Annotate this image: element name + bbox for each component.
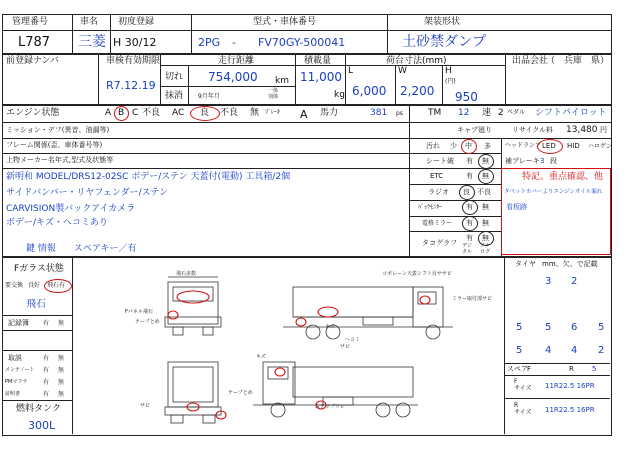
fuel-value: 300L [28, 419, 56, 432]
shaken-label: 車検有効期限 [106, 56, 161, 66]
kasou: 土砂禁ダンプ [402, 34, 487, 50]
tm-unit: 速 [482, 108, 492, 118]
mae-toroku-label: 前登録ナンバ [6, 56, 59, 66]
torisetsu-label: 取説 [8, 354, 22, 362]
mente-mu: 無 [58, 367, 65, 374]
tokki-line1: タペットカバーよりエンジンオイル漏れ [504, 189, 603, 195]
pm-label: PMマフラ [5, 379, 28, 385]
shomei-mu: 無 [58, 391, 65, 398]
glass-yokoukan: 要交換 [5, 282, 24, 289]
fuel-title: 燃料タンク [16, 404, 61, 414]
uwamono-line4: ボデー/キズ・ヘコミあり [6, 218, 108, 228]
H-unit: (円) [445, 78, 456, 85]
f-size-label: F サイズ [514, 378, 532, 393]
engine-grade-circle [114, 106, 129, 121]
kanri-bango-label: 管理番号 [12, 17, 49, 27]
shamei-label: 車名 [80, 17, 99, 27]
kasou-label: 架装形状 [424, 17, 461, 27]
etc-label: ETC [430, 172, 444, 180]
ac-mu: 無 [250, 108, 260, 118]
dg-step: ステップワレ [315, 404, 345, 410]
tire-r2-a: 5 [516, 322, 523, 333]
ac-circle [190, 106, 220, 121]
uwamono-label: 上物メーカー名年式,型式及状態等 [6, 156, 114, 164]
sheet-label: シート破 [426, 157, 454, 165]
kirokubo-mu: 無 [58, 320, 65, 327]
katashiki-label: 型式・車体番号 [253, 17, 317, 27]
glass-ryoko: 良好 [28, 282, 41, 289]
shomei-yu: 有 [43, 391, 50, 398]
tacho-label: タコグラフ [422, 239, 457, 247]
spare-f: F [527, 365, 532, 373]
kanri-bango: L787 [18, 35, 51, 50]
tacho-digital: デジ タル [462, 243, 473, 255]
tire-r2-b: 5 [545, 322, 552, 333]
uwamono-line3: CARVISION製バックアイカメラ [6, 204, 136, 214]
engine-grade-c: C [132, 108, 139, 118]
L-value: 6,000 [352, 84, 387, 98]
shodo-touroku: H 30/12 [113, 36, 157, 49]
front-view [165, 277, 221, 335]
spare-r: R [569, 365, 574, 373]
katashiki: 2PG [198, 36, 221, 49]
shuppin: （ 兵庫 県） [546, 56, 610, 66]
glass-circle [44, 279, 72, 293]
hojo-brake-label: 補ブレーキ [505, 157, 540, 165]
engine-grade-furyo: 不良 [142, 108, 161, 118]
tire-r3-c: 4 [571, 345, 578, 356]
kire-label: 切れ [165, 72, 184, 82]
sekisai-unit: kg [334, 90, 345, 100]
r-size: 11R22.5 16PR [545, 406, 595, 414]
torisetsu-yu: 有 [43, 355, 50, 362]
bariki-label: 馬力 [320, 108, 339, 118]
ac-furyo: 不良 [220, 108, 239, 118]
pm-yu: 有 [43, 379, 50, 386]
denkei-label: 電格ミラー [422, 220, 453, 227]
soko: 754,000 [208, 70, 258, 84]
brake-value: A [300, 108, 308, 121]
mission-label: ミッション・デフ(異音、油漏等) [6, 126, 110, 134]
radio-furyo: 不良 [477, 188, 491, 196]
tire-r2-c: 6 [571, 322, 578, 333]
massho-label: 抹消 [165, 91, 184, 101]
recycle-value: 13,480 [566, 125, 598, 135]
W-label: W [398, 66, 407, 76]
tokki-line2: 看板跡 [506, 203, 527, 211]
bariki-unit: ps [396, 110, 403, 117]
back-monitor-yu: 有 [466, 203, 473, 211]
rear-view [165, 362, 221, 423]
dg-f-panel: Fパネル飛石 [125, 309, 153, 315]
dg-sabi2: サビ [140, 403, 151, 409]
ittai-label: 一体 別体 [268, 88, 279, 100]
L-label: L [348, 66, 354, 76]
yogore-chu: 中 [465, 142, 472, 150]
pedal-label: ペダル [507, 109, 526, 116]
engine-grade-b: B [118, 108, 125, 118]
mente-yu: 有 [43, 367, 50, 374]
pedal-type: シフトパイロット [535, 108, 607, 118]
glass-title: Fガラス状態 [14, 264, 64, 274]
dg-kizu2: キズ [256, 354, 266, 360]
headlight-led: LED [542, 142, 556, 150]
radio-circle [459, 185, 475, 200]
sheet-mu: 無 [482, 157, 489, 165]
denkei-circle [462, 216, 478, 231]
shodo-touroku-label: 初度登録 [118, 17, 155, 27]
recycle-label: リサイクル料 [512, 126, 554, 134]
tacho-mu: 無 [482, 234, 489, 242]
denkei-mu: 無 [482, 219, 489, 227]
uwamono-line2: サイドバンパー・リヤフェンダー/ステン [6, 188, 168, 198]
tire-r3-a: 5 [516, 345, 523, 356]
etc-yu: 有 [466, 172, 473, 180]
headlight-hid: HID [567, 142, 580, 150]
sheet-circle [478, 154, 494, 169]
tacho-yu: 有 [466, 234, 473, 242]
brake-label: ﾌﾞﾚｰｷ [265, 109, 281, 116]
ac-label: AC [172, 108, 185, 118]
etc-mu: 無 [482, 172, 489, 180]
engine-label: エンジン状態 [6, 108, 60, 118]
shuppin-label: 出品会社 [512, 56, 549, 66]
H-label: H [445, 66, 452, 76]
tire-r1-b: 2 [571, 276, 578, 287]
back-monitor-mu: 無 [482, 203, 489, 211]
frame-label: フレーム関係(歪、車体番号等) [6, 141, 103, 149]
shamei: 三菱 [78, 34, 106, 50]
torisetsu-mu: 無 [58, 355, 65, 362]
side-view-top [283, 287, 453, 339]
tire-r3-d: 2 [598, 345, 605, 356]
sekisai-label: 積載量 [304, 56, 332, 66]
hojo-brake-unit: 段 [550, 157, 557, 165]
spare-r-value: 5 [592, 365, 597, 373]
yogore-circle [461, 139, 477, 154]
sekisai: 11,000 [300, 70, 342, 84]
denkei-yu: 有 [466, 219, 473, 227]
r-size-label: R サイズ [514, 402, 532, 417]
H-value: 950 [455, 90, 478, 104]
shaken: R7.12.19 [106, 79, 156, 92]
yogore-sho: 少 [450, 142, 457, 150]
engine-grade-a: A [105, 108, 112, 118]
ac-ryo: 良 [200, 108, 210, 118]
tacho-analog: アナ ログ [480, 243, 491, 255]
cab-label: キャブ廻り [457, 126, 492, 134]
tm-label: TM [428, 108, 442, 118]
tire-r3-b: 4 [545, 345, 552, 356]
tire-title: タイヤ [515, 260, 536, 268]
radio-label: ラジオ [428, 188, 449, 196]
back-monitor-circle [462, 200, 478, 215]
tire-r1-a: 3 [545, 276, 552, 287]
massho-value: 9月年月 [198, 93, 220, 100]
tire-note: mm、欠、で記載 [542, 260, 598, 268]
headlight-circle [537, 139, 563, 154]
dg-corporate: コボレーン天蓋シフト目ササビ [382, 271, 452, 277]
soko-label: 走行距離 [218, 56, 255, 66]
headlight-halogen: ハロゲン [588, 143, 612, 150]
recycle-unit: 円 [600, 126, 607, 134]
W-value: 2,200 [400, 84, 435, 98]
dg-tape2: テープとめ [228, 390, 253, 396]
mente-label: メンテノート [5, 367, 35, 373]
pedal-count: 2 [498, 108, 504, 118]
dg-sabi1: サビ [340, 344, 351, 350]
kirokubo-label: 記録簿 [8, 319, 29, 327]
nidai-label: 荷台寸法(mm) [386, 56, 447, 66]
pm-mu: 無 [58, 379, 65, 386]
headlight-label: ヘッドランプ [505, 142, 542, 149]
dg-hiseki-ta: 飛石多数 [176, 271, 197, 277]
hojo-brake-value: 3 [540, 157, 545, 165]
key-info: 鍵 情報 スペアキー／有 [26, 244, 137, 254]
yogore-label: 汚れ [426, 142, 440, 150]
etc-circle [478, 169, 494, 184]
f-size: 11R22.5 16PR [545, 382, 595, 390]
dg-tape1: テープとめ [135, 319, 160, 325]
back-monitor-label: ﾊﾞｯｸﾓﾆﾀｰ [418, 204, 443, 211]
shatai-bango: FV70GY-500041 [258, 36, 346, 49]
dg-mirror: ミラー取付部サビ [452, 296, 493, 302]
tm-value: 12 [458, 108, 470, 118]
radio-ryo: 良 [463, 188, 470, 196]
hiseki: 飛石 [26, 299, 46, 310]
yogore-ta: 多 [484, 142, 491, 150]
uwamono-line1: 新明和 MODEL/DRS12-02SC ボデー/ステン 天蓋付(電動) 工具箱/2個 [6, 172, 291, 182]
glass-hiseki-ari: 飛石有 [47, 282, 66, 289]
tokki-title: 特記、重点確認、他 [522, 172, 604, 182]
katashiki-sep: - [232, 36, 236, 49]
tire-r2-d: 5 [598, 322, 605, 333]
bariki-value: 381 [370, 108, 388, 118]
dg-hekomi1: ヘコミ [345, 337, 361, 343]
sheet-yu: 有 [466, 157, 473, 165]
kirokubo-yu: 有 [43, 320, 50, 327]
truck-diagram [73, 257, 503, 434]
soko-unit: km [275, 76, 289, 86]
dg-kizu1: キズ [325, 324, 335, 330]
shomei-label: 証明書 [5, 391, 21, 397]
spare-label: スペア [507, 365, 528, 373]
